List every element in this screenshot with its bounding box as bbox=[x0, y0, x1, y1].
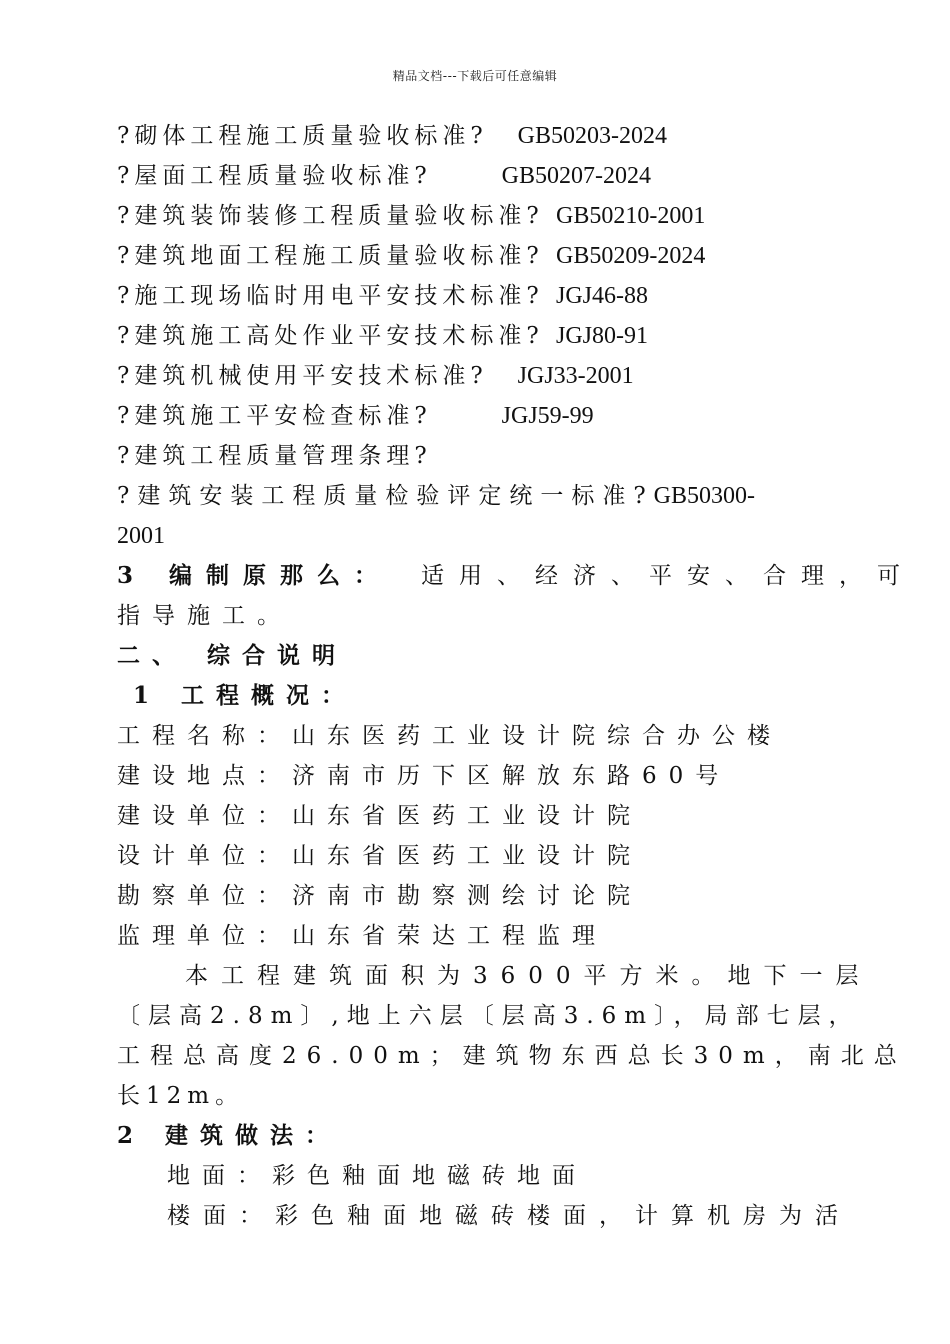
overview-item bbox=[117, 916, 837, 956]
item-label: 工程名称： bbox=[117, 723, 292, 749]
standard-line bbox=[117, 276, 837, 316]
standard-name: ?施工现场临时用电平安技术标准? bbox=[117, 283, 544, 309]
principle-line bbox=[117, 556, 916, 596]
item-value: 山东省荣达工程监理 bbox=[292, 923, 607, 949]
principle-text: 适用、经济、平安、合理，可 bbox=[421, 563, 916, 589]
principle-line-2: 指导施工。 bbox=[117, 603, 292, 629]
standard-line bbox=[117, 116, 837, 156]
standard-line bbox=[117, 436, 837, 476]
item-label: 设计单位： bbox=[117, 843, 292, 869]
standard-line bbox=[117, 156, 837, 196]
standard-line bbox=[117, 196, 837, 236]
standard-name: ?建筑安装工程质量检验评定统一标准? bbox=[117, 483, 654, 509]
item-value: 山东医药工业设计院综合办公楼 bbox=[292, 723, 782, 749]
standard-name: ?建筑机械使用平安技术标准? bbox=[117, 363, 488, 389]
overview-item bbox=[117, 836, 837, 876]
item-label: 勘察单位： bbox=[117, 883, 292, 909]
standard-code: GB50300- bbox=[653, 483, 756, 509]
principle-label: 3 编制原那么： bbox=[117, 562, 392, 589]
practice-line: 楼面：彩色釉面地磁砖楼面，计算机房为活 bbox=[167, 1203, 851, 1229]
standard-name: ?建筑施工高处作业平安技术标准? bbox=[117, 323, 544, 349]
standard-line bbox=[117, 356, 837, 396]
practice-line: 地面：彩色釉面地磁砖地面 bbox=[167, 1163, 587, 1189]
item-value: 山东省医药工业设计院 bbox=[292, 803, 642, 829]
item-label: 监理单位： bbox=[117, 923, 292, 949]
overview-paragraph-line: 长12m。 bbox=[117, 1083, 245, 1109]
standard-code: JGJ80-91 bbox=[555, 323, 648, 349]
overview-paragraph-line: 本工程建筑面积为3600平方米。地下一层 bbox=[185, 963, 872, 989]
standard-name: ?建筑地面工程施工质量验收标准? bbox=[117, 243, 544, 269]
document-body bbox=[117, 116, 916, 1236]
overview-item bbox=[117, 756, 837, 796]
subsection-heading: 2 建筑做法： bbox=[117, 1122, 341, 1149]
standard-line bbox=[117, 316, 837, 356]
overview-item bbox=[117, 716, 837, 756]
standard-name: ?建筑工程质量管理条理? bbox=[117, 443, 432, 469]
subsection-heading: 1 工程概况： bbox=[133, 682, 357, 709]
standard-name: ?建筑施工平安检查标准? bbox=[117, 403, 432, 429]
overview-paragraph-line: 工程总高度26.00m；建筑物东西总长30m，南北总 bbox=[117, 1043, 907, 1069]
item-value: 山东省医药工业设计院 bbox=[292, 843, 642, 869]
section-heading: 二、 综合说明 bbox=[117, 642, 348, 669]
standard-line bbox=[117, 396, 837, 436]
item-label: 建设地点： bbox=[117, 763, 292, 789]
standard-code: JGJ33-2001 bbox=[517, 363, 634, 389]
standard-line bbox=[117, 236, 837, 276]
standard-code: GB50203-2024 bbox=[517, 123, 668, 149]
standard-code-continuation bbox=[117, 516, 837, 556]
standard-line bbox=[117, 476, 837, 516]
page-header: 精品文档---下载后可任意编辑 bbox=[392, 69, 558, 83]
standard-name: ?建筑装饰装修工程质量验收标准? bbox=[117, 203, 544, 229]
item-value: 济南市勘察测绘讨论院 bbox=[292, 883, 642, 909]
standard-name: ?屋面工程质量验收标准? bbox=[117, 163, 432, 189]
item-label: 建设单位： bbox=[117, 803, 292, 829]
overview-item bbox=[117, 796, 837, 836]
standard-code: JGJ59-99 bbox=[501, 403, 594, 429]
standard-code-cont: 2001 bbox=[117, 523, 165, 549]
item-value: 济南市历下区解放东路60号 bbox=[292, 763, 731, 789]
standard-code: JGJ46-88 bbox=[555, 283, 648, 309]
overview-paragraph-line: 〔层高2.8m〕,地上六层〔层高3.6m〕，局部七层， bbox=[117, 1003, 860, 1029]
overview-item bbox=[117, 876, 837, 916]
standard-code: GB50207-2024 bbox=[501, 163, 652, 189]
standard-code: GB50209-2024 bbox=[555, 243, 706, 269]
standard-code: GB50210-2001 bbox=[555, 203, 706, 229]
standard-name: ?砌体工程施工质量验收标准? bbox=[117, 123, 488, 149]
